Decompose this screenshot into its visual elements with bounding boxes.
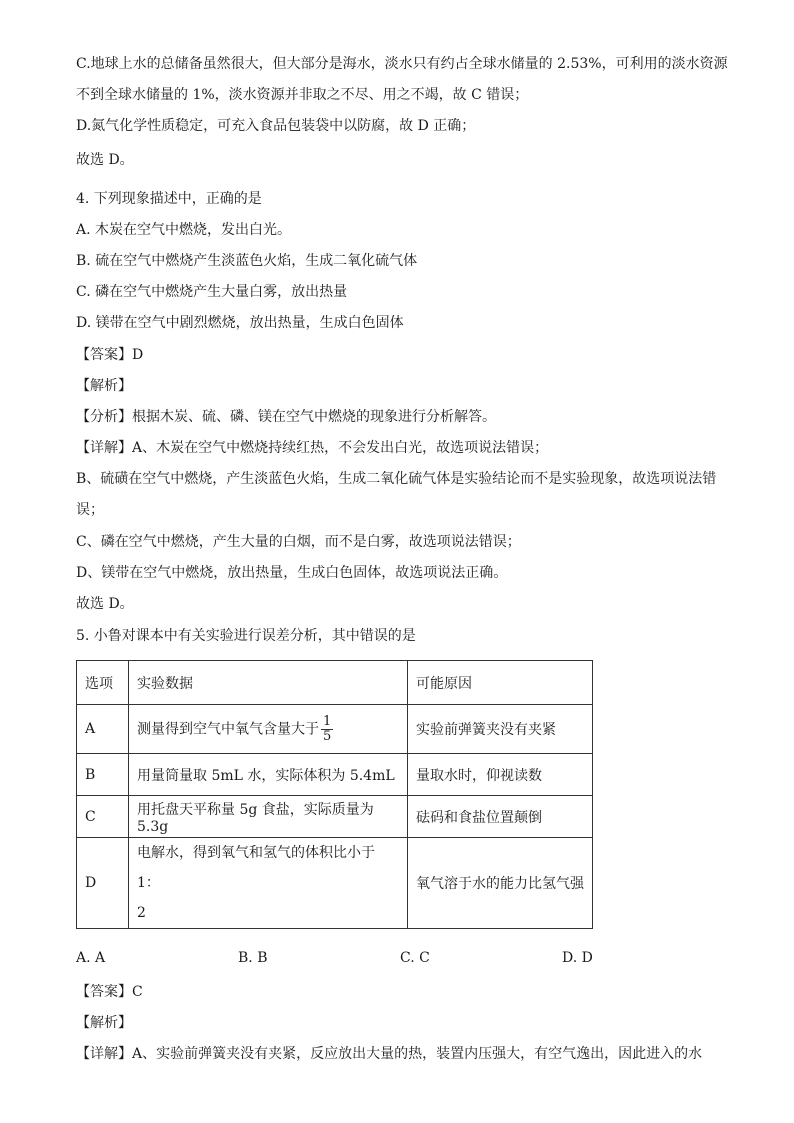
option-cell: D xyxy=(77,838,129,929)
option-d: D. D xyxy=(562,950,593,966)
option-c: C. C xyxy=(400,950,430,966)
text-line: 不到全球水储量的 1%，淡水资源并非取之不尽、用之不竭，故 C 错误； xyxy=(76,87,529,103)
option-cell: B xyxy=(77,754,129,796)
table-header-row xyxy=(77,661,593,705)
data-text: 测量得到空气中氧气含量大于 xyxy=(137,721,319,737)
data-cell xyxy=(129,838,408,929)
data-cell: 用量筒量取 5mL 水，实际体积为 5.4mL xyxy=(129,754,408,796)
text-line: D、镁带在空气中燃烧，放出热量，生成白色固体，故选项说法正确。 xyxy=(76,565,508,581)
text-line: 故选 D。 xyxy=(76,152,134,168)
option-cell: A xyxy=(77,705,129,754)
table-row xyxy=(77,705,593,754)
analysis-label: 【解析】 xyxy=(76,1015,132,1031)
header-cell: 可能原因 xyxy=(408,661,593,705)
reason-cell: 氧气溶于水的能力比氢气强 xyxy=(408,838,593,929)
header-cell: 选项 xyxy=(77,661,129,705)
option-a: A. A xyxy=(76,950,106,966)
question-4-option-b: B. 硫在空气中燃烧产生淡蓝色火焰，生成二氧化硫气体 xyxy=(76,253,418,269)
error-analysis-table xyxy=(76,660,593,929)
data-cell: 用托盘天平称量 5g 食盐，实际质量为 5.3g xyxy=(129,796,408,838)
text-line: D.氮气化学性质稳定，可充入食品包装袋中以防腐，故 D 正确； xyxy=(76,118,476,134)
data-cell xyxy=(129,705,408,754)
text-line: C.地球上水的总储备虽然很大，但大部分是海水，淡水只有约占全球水储量的 2.53%，可利用的淡水资源 xyxy=(76,56,728,72)
table-row xyxy=(77,838,593,929)
reason-cell: 实验前弹簧夹没有夹紧 xyxy=(408,705,593,754)
data-text-line: 2 xyxy=(137,905,146,921)
fraction-denominator: 5 xyxy=(323,728,332,744)
text-line: B、硫磺在空气中燃烧，产生淡蓝色火焰，生成二氧化硫气体是实验结论而不是实验现象，故选项说法错 xyxy=(76,471,717,487)
text-line: C、磷在空气中燃烧，产生大量的白烟，而不是白雾，故选项说法错误； xyxy=(76,534,521,550)
reason-cell: 量取水时，仰视读数 xyxy=(408,754,593,796)
question-4-stem: 4. 下列现象描述中，正确的是 xyxy=(76,191,262,207)
question-4-option-d: D. 镁带在空气中剧烈燃烧，放出热量，生成白色固体 xyxy=(76,315,404,331)
header-cell: 实验数据 xyxy=(129,661,408,705)
question-4-option-a: A. 木炭在空气中燃烧，发出白光。 xyxy=(76,222,292,238)
option-cell: C xyxy=(77,796,129,838)
text-line: 误； xyxy=(76,502,104,518)
question-5-stem: 5. 小鲁对课本中有关实验进行误差分析，其中错误的是 xyxy=(76,628,416,644)
text-line: 【详解】A、木炭在空气中燃烧持续红热，不会发出白光，故选项说法错误； xyxy=(76,440,549,456)
question-5-options xyxy=(76,950,696,970)
option-b: B. B xyxy=(238,950,268,966)
question-4-option-c: C. 磷在空气中燃烧产生大量白雾，放出热量 xyxy=(76,284,348,300)
answer-label: 【答案】D xyxy=(76,347,144,363)
data-text-line: 电解水，得到氧气和氢气的体积比小于 1： xyxy=(137,845,375,891)
analysis-label: 【解析】 xyxy=(76,378,132,394)
fraction xyxy=(321,715,333,744)
text-line: 【详解】A、实验前弹簧夹没有夹紧，反应放出大量的热，装置内压强大，有空气逸出，因此进入的水 xyxy=(76,1046,703,1062)
reason-cell: 砝码和食盐位置颠倒 xyxy=(408,796,593,838)
text-line: 【分析】根据木炭、硫、磷、镁在空气中燃烧的现象进行分析解答。 xyxy=(76,409,496,425)
table-row xyxy=(77,796,593,838)
table-row xyxy=(77,754,593,796)
text-line: 故选 D。 xyxy=(76,596,134,612)
fraction-numerator: 1 xyxy=(323,713,332,729)
answer-label: 【答案】C xyxy=(76,984,143,1000)
